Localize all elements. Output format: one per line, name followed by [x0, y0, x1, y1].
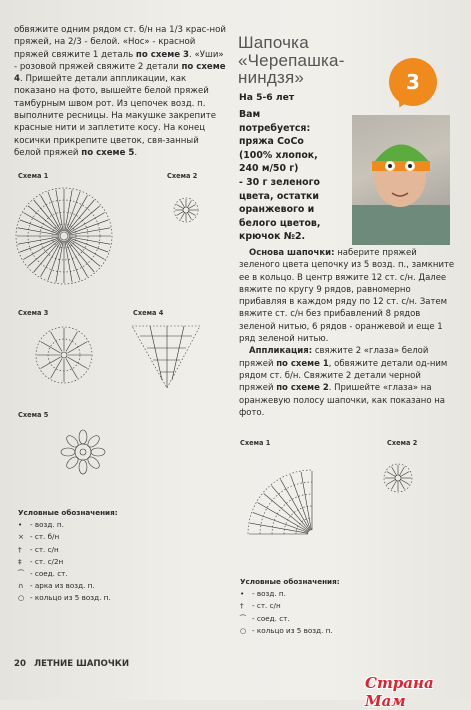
schema-2-diagram — [174, 198, 198, 222]
right-schema-1-label: Схема 1 — [240, 439, 271, 447]
legend-symbol-icon: ∩ — [18, 581, 24, 591]
schema-5-label: Схема 5 — [18, 411, 49, 419]
flower-petal — [65, 434, 81, 450]
flower-petal — [61, 448, 75, 456]
legend-text: - ст. с/н — [252, 601, 281, 611]
text-run-bold: по схеме 3 — [135, 49, 190, 60]
materials-list — [239, 108, 349, 244]
flower-petal — [86, 455, 102, 471]
age-label: На 5-6 лет — [239, 92, 295, 103]
text-run: наберите пряжей зеленого цвета цепочку из 5 возд. п., замкните ее в кольцо. В центр вяжите 12 ст. с/н. Далее вяжите по кругу 9 рядов, равномерно прибавляя в каждом ряду по 12 ст. с/н. Затем вяжите ст. с/н без прибавлений 8 рядов зеленой нитью, 6 рядов - оранжевой и еще 1 ряд зеленой нитью. — [239, 248, 455, 345]
stitch-mark — [400, 481, 405, 490]
legend-text: - возд. п. — [252, 589, 286, 599]
text-run: . — [134, 147, 138, 158]
schema-4-label: Схема 4 — [133, 309, 164, 317]
schema-3-label: Схема 3 — [18, 309, 49, 317]
stitch-mark — [56, 241, 63, 282]
legend-text: - кольцо из 5 возд. п. — [30, 593, 111, 603]
section-name: ЛЕТНИЕ ШАПОЧКИ — [33, 659, 130, 669]
stitch-mark — [272, 486, 310, 531]
stitch-mark — [176, 212, 183, 216]
legend-symbol-icon: ⁀ — [240, 613, 246, 623]
stitch-mark — [176, 205, 183, 209]
materials-line: - 30 г зеленого — [239, 176, 320, 188]
text-run-bold: Основа шапочки: — [249, 248, 335, 258]
flower-petal — [86, 434, 102, 450]
text-run-bold: по схеме 4 — [14, 61, 226, 85]
legend-text: - ст. с/н — [30, 544, 59, 554]
stitch-mark — [387, 472, 396, 477]
child-photo — [352, 115, 450, 245]
materials-line: белого цветов, — [239, 217, 321, 229]
stitch-mark — [250, 523, 308, 533]
stitch-mark — [181, 200, 185, 207]
legend-symbol-icon: × — [18, 532, 25, 542]
stitch-mark — [400, 467, 405, 476]
right-legend — [240, 576, 340, 637]
stitch-mark — [181, 213, 185, 220]
flower-petal — [91, 448, 105, 456]
materials-line: крючок №2. — [239, 231, 306, 243]
legend-title: Условные обозначения: — [240, 577, 340, 586]
materials-line: Вам — [239, 109, 261, 120]
legend-item — [240, 588, 340, 600]
flower-petal — [79, 460, 87, 474]
legend-text: - возд. п. — [30, 520, 64, 530]
legend-symbol-icon: ‡ — [18, 556, 22, 566]
stitch-mark — [189, 205, 196, 209]
schema-3-diagram — [36, 327, 92, 383]
text-run-bold: по схеме 2 — [276, 383, 329, 394]
legend-text: - ст. б/н — [30, 532, 60, 542]
stitch-mark — [264, 494, 309, 532]
text-run-bold: по схеме 1 — [276, 358, 329, 369]
title-line: ниндзя» — [238, 68, 305, 87]
legend-item — [18, 519, 118, 531]
text-run: . «Уши» - розовой пряжей свяжите 2 детали — [14, 49, 224, 72]
stitch-mark — [189, 212, 196, 216]
stitch-mark — [392, 481, 397, 490]
legend-symbol-icon: • — [240, 589, 245, 599]
right-schema-1-diagram — [248, 470, 312, 534]
legend-item — [18, 531, 118, 543]
text-run: . Пришейте детали аппликации, как показано на фото, вышейте белой пряжей тамбурным швом рот. Из цепочек возд. п. выполните ресницы. На макушке закрепите красные нити и заплетите косу. На конец косички прикрепите цветок, свя-занный белой пряжей — [14, 74, 217, 158]
stitch-mark — [387, 480, 396, 485]
legend-symbol-icon: ○ — [240, 625, 247, 635]
watermark-logo: Страна Мам — [365, 674, 434, 710]
legend-text: - кольцо из 5 возд. п. — [252, 625, 333, 635]
badge-number: 3 — [406, 70, 420, 94]
article-title — [238, 34, 408, 87]
legend-text: - арка из возд. п. — [30, 581, 95, 591]
stitch-mark — [392, 467, 397, 476]
schema-1-label: Схема 1 — [18, 172, 49, 180]
right-schema-2-label: Схема 2 — [387, 439, 418, 447]
materials-line: пряжа CoCo — [239, 136, 304, 148]
page-number: 20 — [14, 659, 26, 669]
appl-paragraph — [239, 345, 455, 419]
legend-item — [18, 568, 118, 580]
legend-item — [240, 600, 340, 612]
legend-symbol-icon: ○ — [18, 593, 25, 603]
title-line: «Черепашка- — [238, 50, 345, 70]
schema-1-diagram — [16, 188, 112, 284]
stitch-mark — [401, 480, 410, 485]
legend-item — [18, 556, 118, 568]
flower-petal — [79, 430, 87, 444]
stitch-mark — [56, 190, 63, 231]
legend-text: - соед. ст. — [252, 613, 290, 623]
flower-petal — [65, 455, 81, 471]
materials-line: оранжевого и — [239, 204, 315, 216]
photo-illustration — [352, 115, 450, 245]
legend-item — [240, 613, 340, 625]
text-run: . Пришейте «глаза» на оранжевую полосу шапочки, как показано на фото. — [239, 383, 446, 418]
legend-symbol-icon: ⁀ — [18, 569, 24, 579]
stitch-mark — [188, 213, 192, 220]
text-run: , обвяжите детали од-ним рядом ст. б/н. Свяжите 2 детали черной пряжей — [239, 358, 448, 394]
right-schema-2-diagram — [384, 464, 412, 492]
legend-text: - ст. с/2н — [30, 556, 64, 566]
page-footer — [14, 659, 129, 669]
stitch-mark — [401, 472, 410, 477]
legend-symbol-icon: † — [240, 601, 244, 611]
schema-4-diagram — [132, 326, 200, 388]
materials-line: (100% хлопок, — [239, 149, 318, 161]
legend-item — [18, 544, 118, 556]
right-column-text — [239, 247, 455, 419]
stitch-mark — [188, 200, 192, 207]
legend-text: - соед. ст. — [30, 569, 68, 579]
text-run-bold: по схеме 5 — [81, 147, 135, 158]
left-legend — [18, 507, 118, 605]
schema-5-diagram — [61, 430, 105, 474]
schema-2-label: Схема 2 — [167, 172, 198, 180]
materials-line: 240 м/50 г) — [239, 163, 299, 175]
legend-title: Условные обозначения: — [18, 508, 118, 517]
text-run: свяжите 2 «глаза» белой пряжей — [239, 346, 429, 369]
legend-symbol-icon: † — [18, 544, 22, 554]
title-line: Шапочка — [238, 33, 309, 52]
legend-item — [18, 592, 118, 604]
legend-item — [18, 580, 118, 592]
text-run-bold: Аппликация: — [249, 346, 313, 357]
text-run: обвяжите одним рядом ст. б/н на 1/3 крас-ной пряжей, на 2/3 - белой. «Нос» - красной пряжей свяжите 1 деталь — [14, 25, 226, 60]
materials-line: потребуется: — [239, 122, 311, 134]
osnova-paragraph — [239, 247, 455, 345]
legend-symbol-icon: • — [18, 520, 23, 530]
materials-line: цвета, остатки — [239, 190, 319, 202]
legend-item — [240, 625, 340, 637]
